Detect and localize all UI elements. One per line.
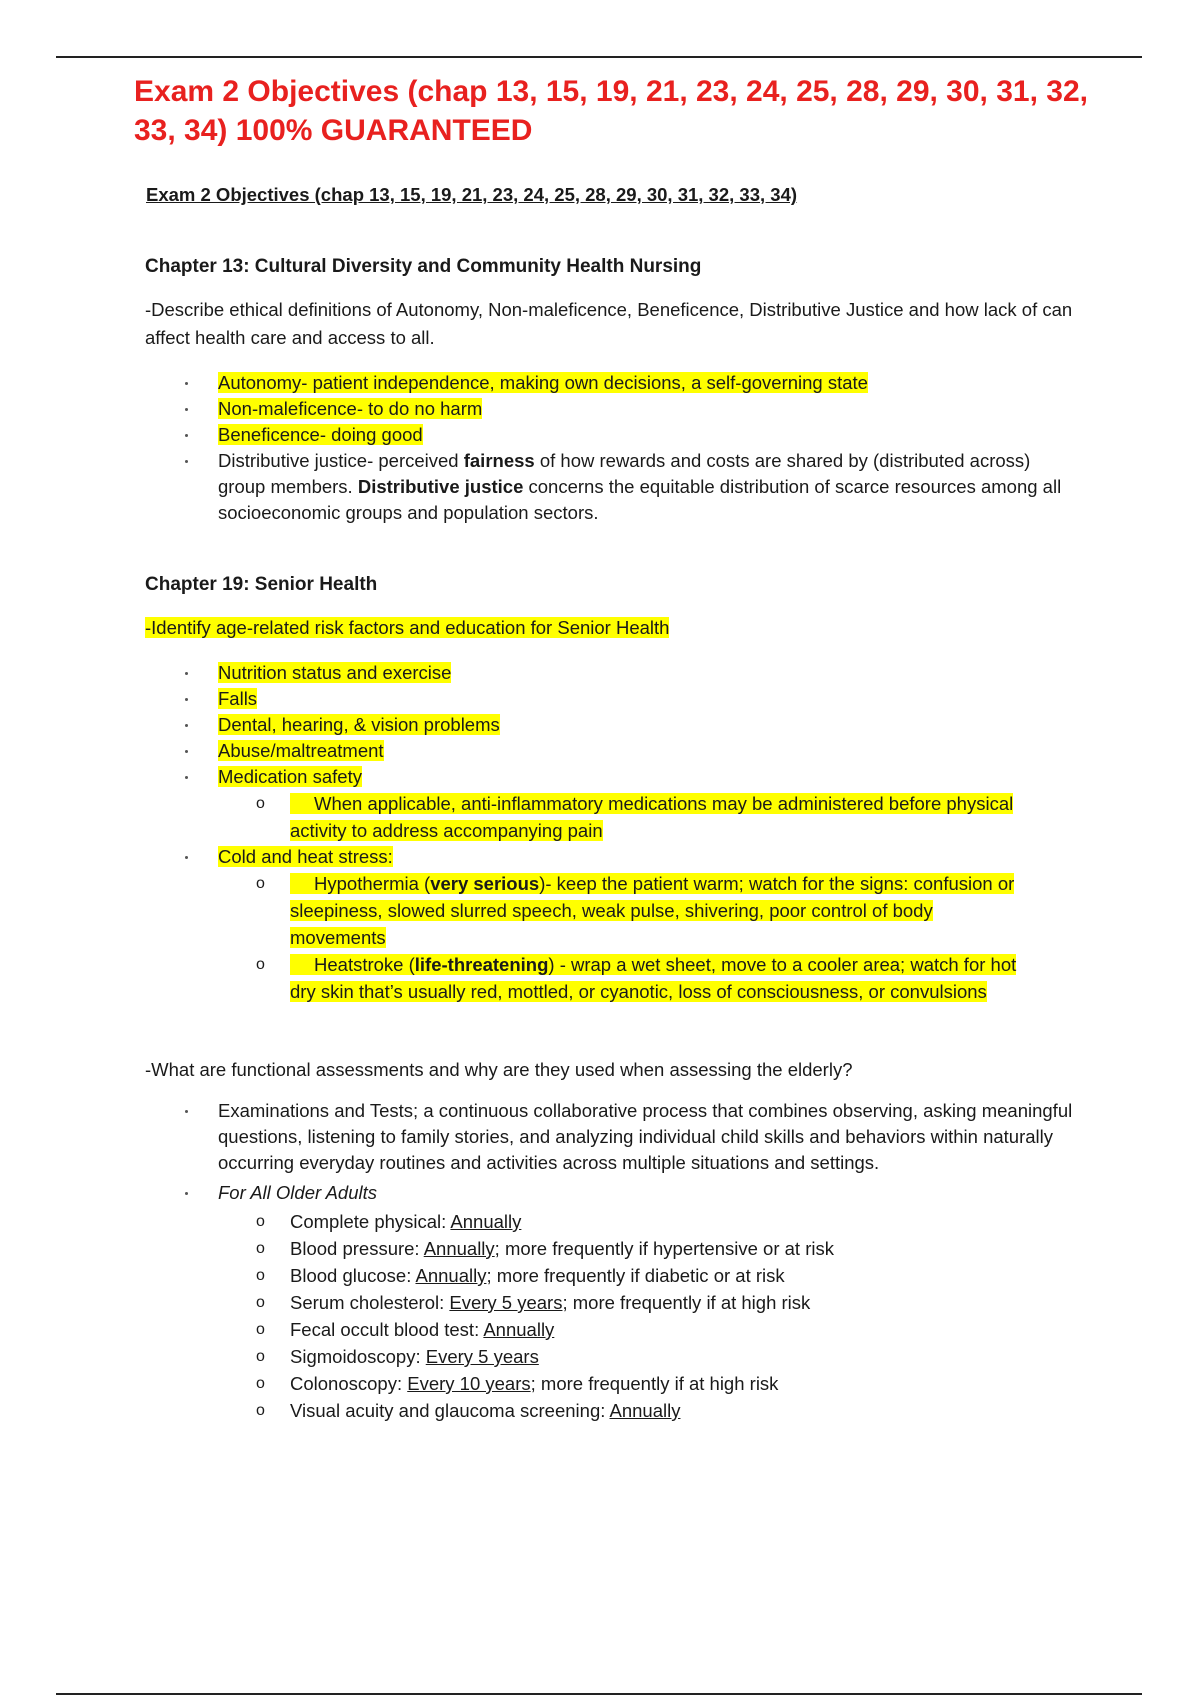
circle-bullet-icon: o [256,1321,265,1338]
functional-assessment-question: -What are functional assessments and why are they used when assessing the elderly? [145,1059,853,1080]
list-item: Medication safety o When applicable, anti-inflammatory medications may be administered before physical activity to address accompanying pain [0,764,1028,844]
list-item: Autonomy- patient independence, making own decisions, a self-governing state [0,370,1078,396]
circle-bullet-icon: o [256,875,265,892]
functional-assessment-list [0,1098,1078,1424]
medication-sublist [218,790,1018,844]
chapter-19-objective: -Identify age-related risk factors and education for Senior Health [145,617,670,638]
list-item: Distributive justice- perceived fairness of how rewards and costs are shared by (distributed across) group members. Distributive justice concerns the equitable distribution of scarce resources among all socioeconomic groups and population sectors. [0,448,1078,526]
schedule-item: o Colonoscopy: Every 10 years; more frequently if at high risk [218,1370,1078,1397]
schedule-item: o Serum cholesterol: Every 5 years; more frequently if at high risk [218,1289,1078,1316]
schedule-item: o Fecal occult blood test: Annually [218,1316,1078,1343]
list-item: o When applicable, anti-inflammatory medications may be administered before physical activity to address accompanying pain [218,790,1018,844]
circle-bullet-icon: o [256,1375,265,1392]
page-title: Exam 2 Objectives (chap 13, 15, 19, 21, 23, 24, 25, 28, 29, 30, 31, 32, 33, 34) 100% GUARANTEED [134,75,1088,147]
schedule-item: o Complete physical: Annually [218,1208,1078,1235]
list-item: o Hypothermia (very serious)- keep the patient warm; watch for the signs: confusion or sleepiness, slowed slurred speech, weak pulse, shivering, poor control of body movements [218,870,1028,951]
list-item: o Heatstroke (life-threatening) - wrap a wet sheet, move to a cooler area; watch for hot dry skin that’s usually red, mottled, or cyanotic, loss of consciousness, or convulsions [218,951,1028,1005]
list-item: Falls [0,686,1028,712]
schedule-item: o Blood glucose: Annually; more frequently if diabetic or at risk [218,1262,1078,1289]
circle-bullet-icon: o [256,1348,265,1365]
list-item: Examinations and Tests; a continuous collaborative process that combines observing, asking meaningful questions, listening to family stories, and analyzing individual child skills and behaviors within naturally occurring everyday routines and activities across multiple situations and settings. [0,1098,1078,1176]
screening-schedule-list [218,1208,1078,1424]
page-subtitle: Exam 2 Objectives (chap 13, 15, 19, 21, 23, 24, 25, 28, 29, 30, 31, 32, 33, 34) [146,184,798,205]
list-item: For All Older Adults o Complete physical: Annually o Blood pressure: Annually; more frequently if hypertensive or at risk o Blood glucose: Annually; more frequently if diabetic or at risk o Serum cholesterol: Every 5 years; more frequently if at high risk o Fecal occult blood test: Annually o Sigmoidoscopy: Every 5 years o Colonoscopy: Every 10 years; more frequently if at high risk o Visual acuity and glaucoma screening: Annually [0,1180,1078,1424]
list-item: Dental, hearing, & vision problems [0,712,1028,738]
list-item: Abuse/maltreatment [0,738,1028,764]
cold-heat-sublist [218,870,1028,1005]
chapter-13-heading: Chapter 13: Cultural Diversity and Community Health Nursing [145,256,702,277]
bottom-rule [56,1693,1142,1695]
circle-bullet-icon: o [256,795,265,812]
circle-bullet-icon: o [256,1240,265,1257]
chapter-13-objective: -Describe ethical definitions of Autonomy, Non-maleficence, Beneficence, Distributive Justice and how lack of can affect health care and access to all. [145,299,1073,348]
schedule-item: o Sigmoidoscopy: Every 5 years [218,1343,1078,1370]
list-item: Non-maleficence- to do no harm [0,396,1078,422]
circle-bullet-icon: o [256,1267,265,1284]
list-item: Nutrition status and exercise [0,660,1028,686]
list-item: Cold and heat stress: o Hypothermia (very serious)- keep the patient warm; watch for the signs: confusion or sleepiness, slowed slurred speech, weak pulse, shivering, poor control of body movements o Heatstroke (life-threatening) - wrap a wet sheet, move to a cooler area; watch for hot dry skin that’s usually red, mottled, or cyanotic, loss of consciousness, or convulsions [0,844,1028,1005]
schedule-item: o Visual acuity and glaucoma screening: Annually [218,1397,1078,1424]
chapter-19-heading: Chapter 19: Senior Health [145,574,378,595]
circle-bullet-icon: o [256,1213,265,1230]
list-item: Beneficence- doing good [0,422,1078,448]
schedule-item: o Blood pressure: Annually; more frequently if hypertensive or at risk [218,1235,1078,1262]
top-rule [56,56,1142,58]
circle-bullet-icon: o [256,956,265,973]
circle-bullet-icon: o [256,1402,265,1419]
circle-bullet-icon: o [256,1294,265,1311]
chapter-13-list [0,370,1078,526]
chapter-19-risk-list [0,660,1028,1005]
